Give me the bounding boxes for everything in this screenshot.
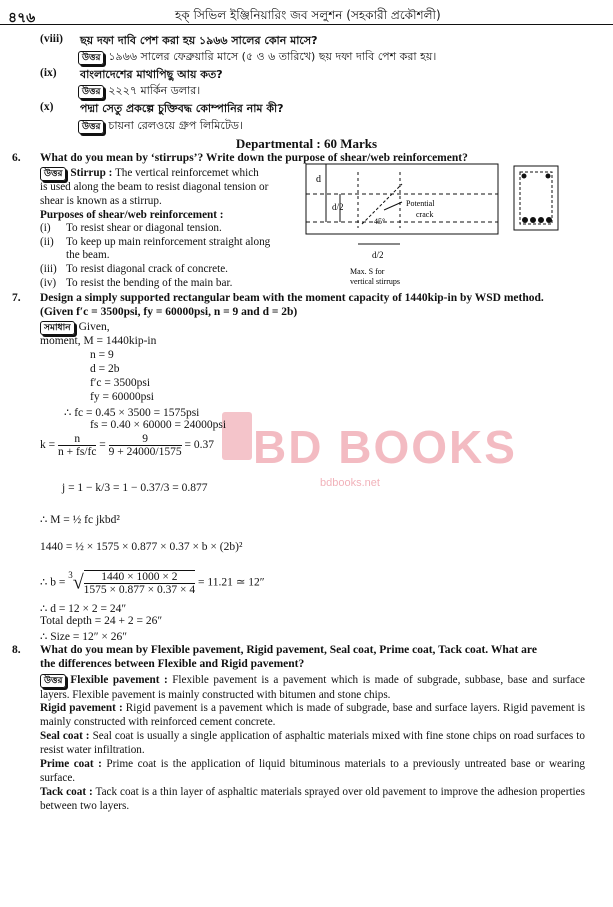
label-45: 45° <box>374 217 386 226</box>
total-depth: Total depth = 24 + 2 = 26″ <box>40 615 163 627</box>
calc-line: d = 2b <box>90 363 120 375</box>
beam-outline <box>306 164 498 234</box>
calc-line: moment, M = 1440kip-in <box>40 335 157 347</box>
question-number: 7. <box>12 292 21 304</box>
list-item: To resist the bending of the main bar. <box>66 277 233 289</box>
question-number: 8. <box>12 644 21 656</box>
list-item: the beam. <box>66 249 110 261</box>
stirrup-section <box>520 172 552 224</box>
top-bar <box>546 174 551 179</box>
qa-num: (x) <box>40 101 54 113</box>
list-item: To resist diagonal crack of concrete. <box>66 263 228 275</box>
b-equation: ∴ b = $^3$√ $\frac{1440 \times 1000 \times 2}{1575 \times 0.877 \times 0.37 \times 4}$ = 11.21 ≃ 12″ <box>40 570 265 596</box>
qa-question: পদ্মা সেতু প্রকল্পে চুক্তিবদ্ধ কোম্পানির নাম কী? <box>80 102 284 115</box>
question-given: (Given f′c = 3500psi, fy = 60000psi, n = 9 and d = 2b) <box>40 306 298 318</box>
substitution-equation: 1440 = ½ × 1575 × 0.877 × 0.37 × b × (2b)² <box>40 541 243 553</box>
running-header: হক্ সিভিল ইঞ্জিনিয়ারিং জব সলুশন (সহকারী প্রকৌশলী) <box>175 8 441 22</box>
qa-answer: উত্তর ১৯৬৬ সালের ফেব্রুয়ারি মাসে (৫ ও ৬ তারিখে) ছয় দফা দাবি পেশ করা হয়। <box>78 48 436 67</box>
label-vertical: vertical stirrups <box>350 277 400 286</box>
watermark-logo-icon <box>222 412 252 460</box>
bottom-bar <box>522 217 528 223</box>
definition-paragraph: Seal coat : Seal coat is usually a single application of asphaltic materials mixed with fine stone chips on road surfaces to resist water infiltration. <box>40 730 586 756</box>
top-bar <box>522 174 527 179</box>
calc-line: fy = 60000psi <box>90 391 154 403</box>
question-text: Design a simply supported rectangular beam with the moment capacity of 1440kip-in by WSD method. <box>40 292 544 304</box>
calc-line: n = 9 <box>90 349 114 361</box>
header-rule <box>0 24 613 25</box>
question-text: What do you mean by ‘stirrups’? Write down the purpose of shear/web reinforcement? <box>40 152 468 164</box>
answer-badge: উত্তর <box>78 120 104 134</box>
section-title: Departmental : 60 Marks <box>235 136 378 151</box>
answer-badge: উত্তর <box>40 674 66 688</box>
definition-paragraph: Prime coat : Prime coat is the application of liquid bituminous materials to a previously untreated base or wearing surface. <box>40 758 586 784</box>
qa-num: (viii) <box>40 33 63 45</box>
calc-line: ∴ fc = 0.45 × 3500 = 1575psi <box>64 407 200 419</box>
list-num: (iv) <box>40 277 57 289</box>
answer-badge: উত্তর <box>78 51 104 65</box>
moment-equation: ∴ M = ½ fc jkbd² <box>40 514 120 526</box>
list-num: (ii) <box>40 236 54 248</box>
solution-badge: সমাধান <box>40 321 75 335</box>
label-potential: Potential <box>406 199 435 208</box>
pointer-line <box>384 202 402 210</box>
label-d: d <box>316 174 321 185</box>
list-item: To resist shear or diagonal tension. <box>66 222 222 234</box>
list-num: (iii) <box>40 263 57 275</box>
answer-badge: উত্তর <box>78 85 104 99</box>
label-max: Max. S for <box>350 267 385 276</box>
qa-answer: উত্তর চায়না রেলওয়ে গ্রুপ লিমিটেড। <box>78 117 243 136</box>
calc-line: f′c = 3500psi <box>90 377 151 389</box>
question-number: 6. <box>12 152 21 164</box>
question-text: What do you mean by Flexible pavement, Rigid pavement, Seal coat, Prime coat, Tack coat. What are <box>40 644 537 656</box>
definition-paragraph: Tack coat : Tack coat is a thin layer of asphaltic materials sprayed over old pavement to improve the adhesion properties between two layers. <box>40 786 585 812</box>
bottom-bar <box>538 217 544 223</box>
list-num: (i) <box>40 222 51 234</box>
bottom-bar <box>530 217 536 223</box>
definition-paragraph: Rigid pavement : Rigid pavement is a pavement which is made of subgrade, base and surface layers. Rigid pavement is mainly constructed with reinforced cement concrete. <box>40 702 586 728</box>
label-spacing: d/2 <box>372 250 384 260</box>
given-line: সমাধান Given, <box>40 321 110 335</box>
stirrup-line: shear is known as a stirrup. <box>40 195 162 207</box>
stirrup-line: is used along the beam to resist diagonal tension or <box>40 181 269 193</box>
answer-badge: উত্তর <box>40 167 66 181</box>
j-equation: j = 1 − k/3 = 1 − 0.37/3 = 0.877 <box>62 482 208 494</box>
definition-paragraph: উত্তর Flexible pavement : Flexible pavement is a pavement which is made of subgrade, subbase, base and surface layers. Flexible pavement is mainly constructed with bitumen and stone chips. <box>40 674 585 701</box>
k-equation: k = $\frac{n}{n + fs/fc}$ = $\frac{9}{9 + 24000/1575}$ = 0.37 <box>40 433 214 458</box>
purposes-title: Purposes of shear/web reinforcement : <box>40 209 224 221</box>
watermark-url: bdbooks.net <box>320 477 380 489</box>
qa-num: (ix) <box>40 67 57 79</box>
calc-line: fs = 0.40 × 60000 = 24000psi <box>90 419 227 431</box>
label-d-half: d/2 <box>332 202 344 212</box>
stirrup-beam-diagram <box>302 162 602 292</box>
size-result: ∴ Size = 12″ × 26″ <box>40 631 128 643</box>
stirrup-definition: উত্তর Stirrup : The vertical reinforcemet which <box>40 167 259 181</box>
list-item: To keep up main reinforcement straight along <box>66 236 271 248</box>
label-crack: crack <box>416 210 434 219</box>
qa-question: বাংলাদেশের মাথাপিছু আয় কত? <box>80 68 223 81</box>
watermark-text: BD BOOKS <box>253 421 517 473</box>
qa-answer: উত্তর ২২২৭ মার্কিন ডলার। <box>78 82 200 101</box>
d-equation: ∴ d = 12 × 2 = 24″ <box>40 603 127 615</box>
question-text: the differences between Flexible and Rigid pavement? <box>40 658 305 670</box>
qa-question: ছয় দফা দাবি পেশ করা হয় ১৯৬৬ সালের কোন মাসে? <box>80 34 318 47</box>
bottom-bar <box>546 217 552 223</box>
page-number: ৪৭৬ <box>8 11 36 26</box>
